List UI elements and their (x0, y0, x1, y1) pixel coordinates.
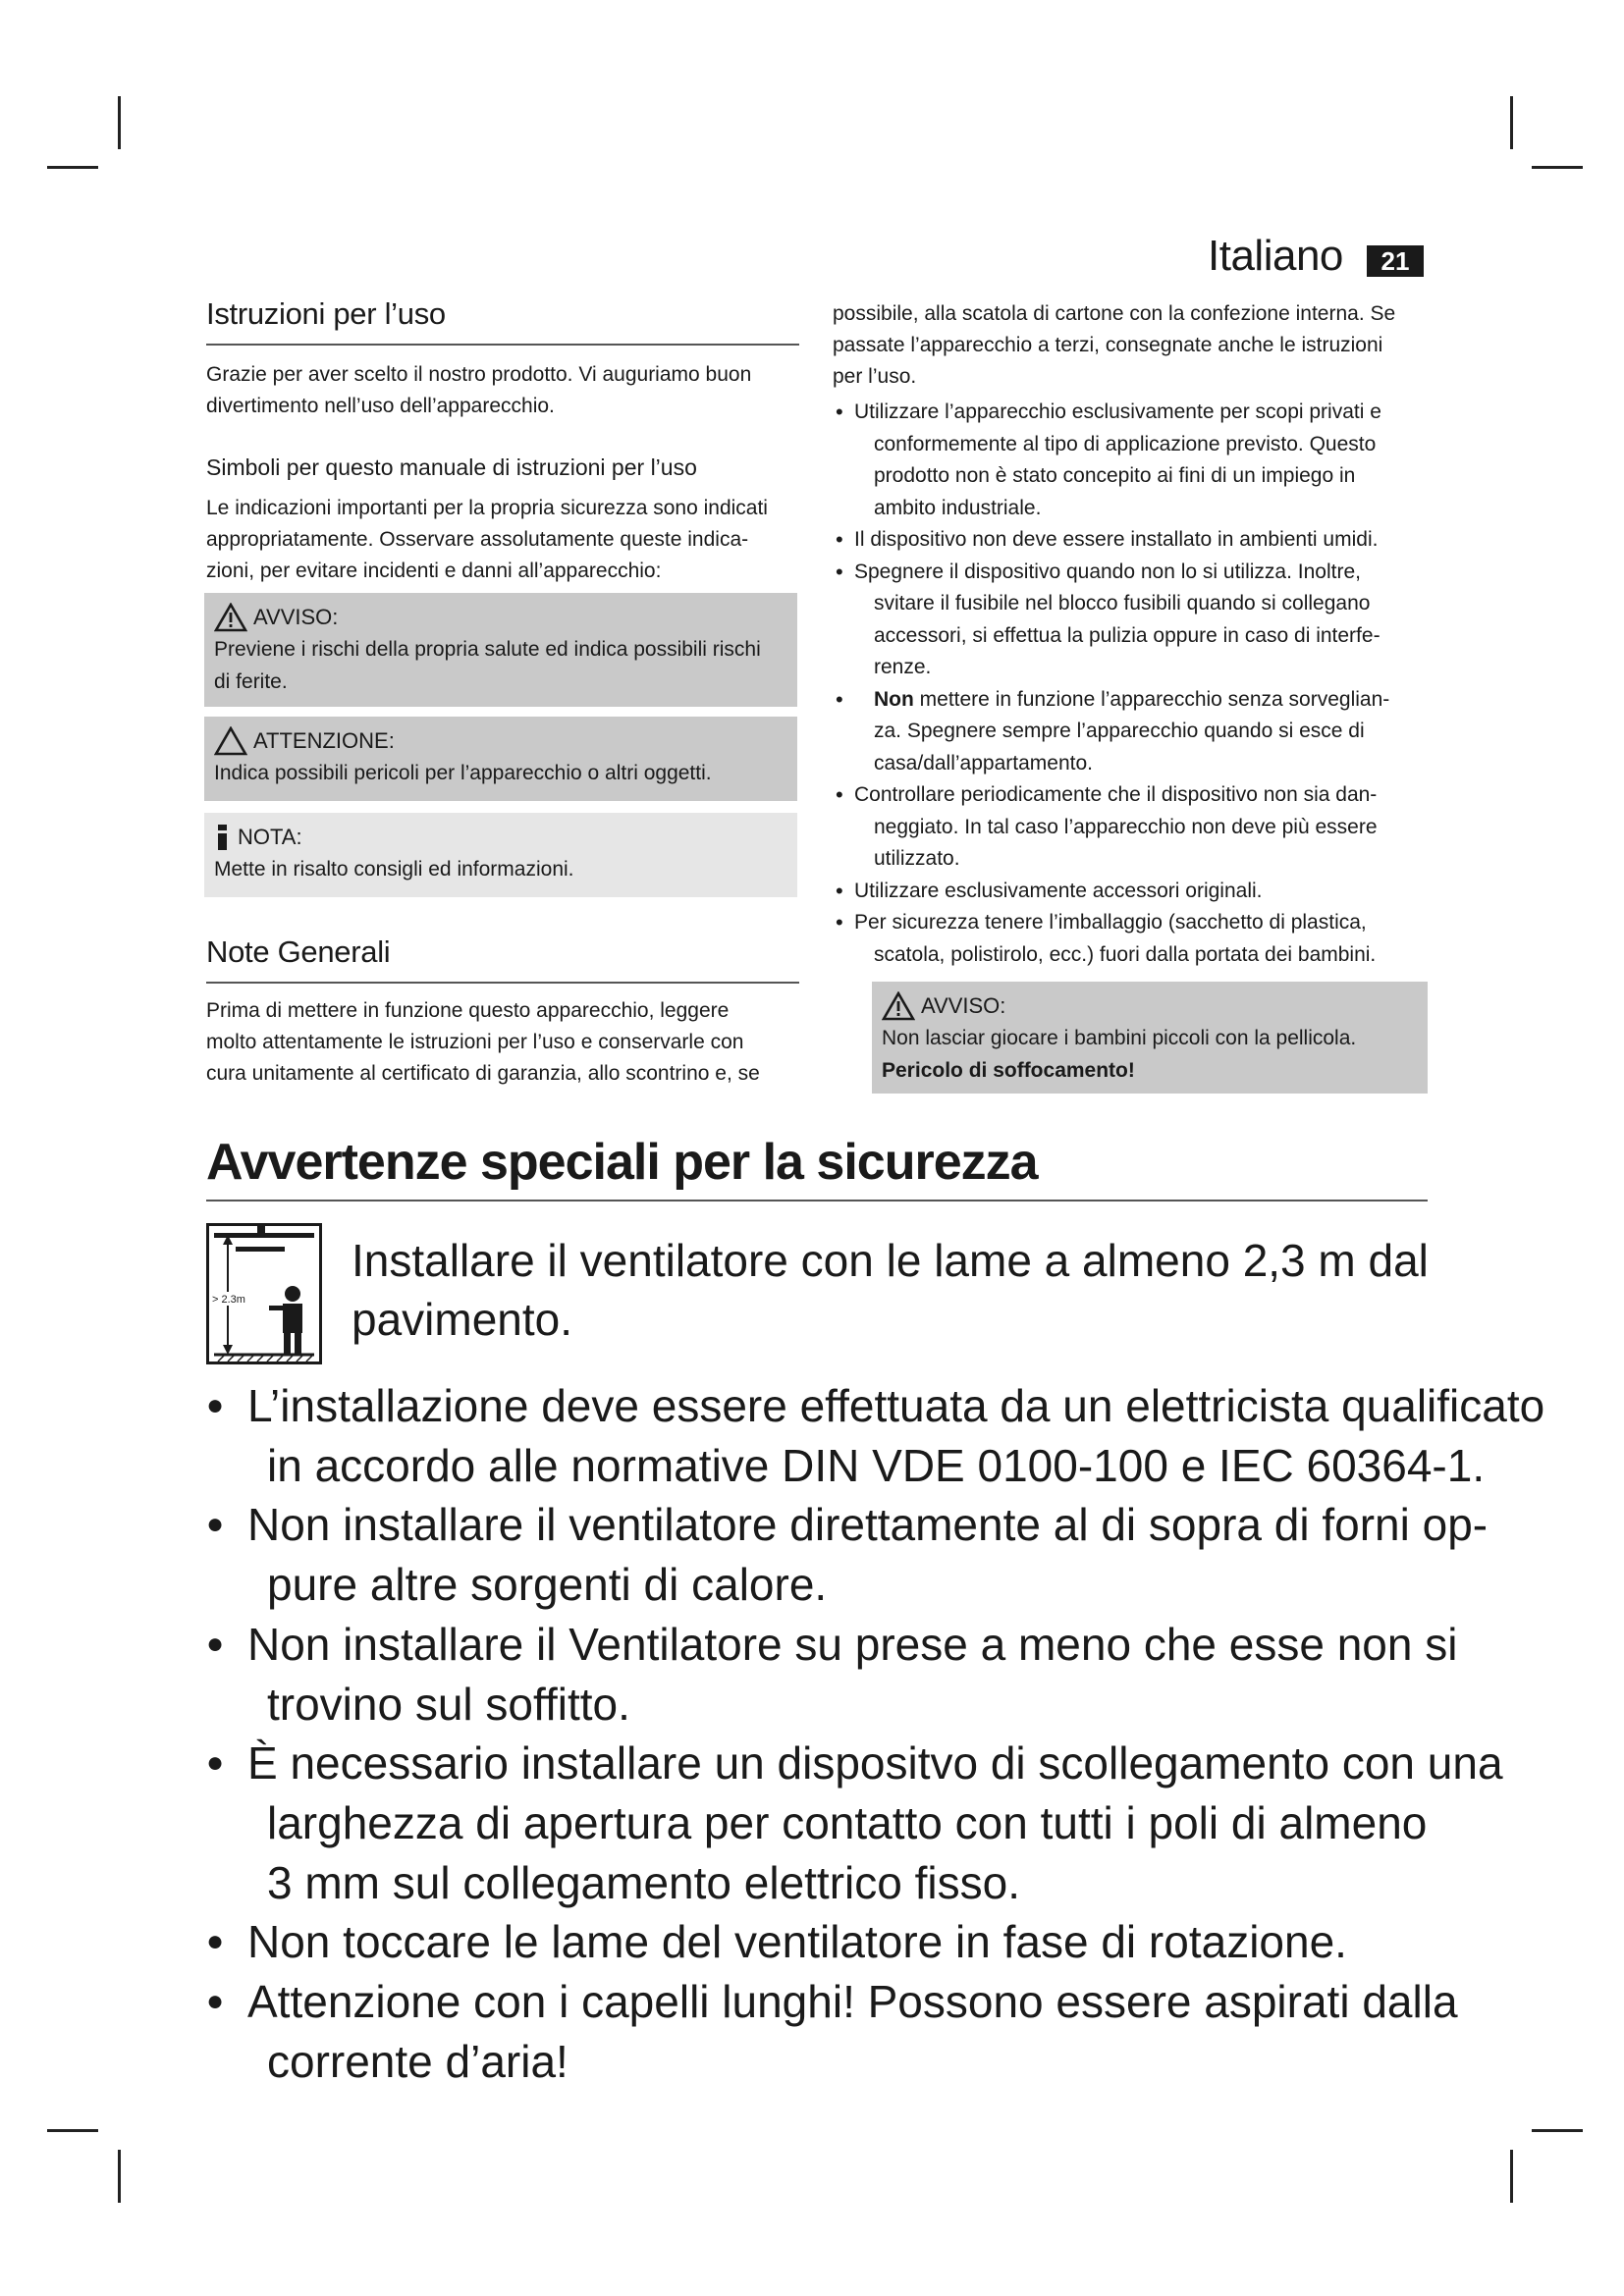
divider (206, 982, 799, 984)
note-text: Mette in risalto consigli ed informazioni. (214, 858, 574, 881)
warning-danger-text: Pericolo di soffocamento! (882, 1059, 1135, 1082)
intro-text: Grazie per aver scelto il nostro prodotto. Vi auguriamo buon divertimento nell’uso dell’apparecchio. (206, 363, 752, 417)
crop-mark (118, 2150, 121, 2203)
warning-text: di ferite. (214, 670, 288, 693)
warning-text: Previene i rischi della propria salute ed indica possibili rischi (214, 638, 761, 661)
safety-title: Avvertenze speciali per la sicurezza (206, 1134, 1038, 1191)
warning-box-children (872, 982, 1428, 1094)
symbols-title: Simboli per questo manuale di istruzioni per l’uso (206, 454, 697, 480)
instructions-title: Istruzioni per l’uso (206, 296, 446, 331)
warning-icon (882, 991, 915, 1021)
crop-mark (1510, 96, 1513, 149)
height-label: > 2.3m (212, 1294, 245, 1306)
list-item: • Il dispositivo non deve essere installato in ambienti umidi. (833, 524, 1432, 557)
list-item: ● Non toccare le lame del ventilatore in fase di rotazione. (206, 1912, 1443, 1972)
safety-rules-list (206, 1376, 1545, 2091)
list-item: • Spegnere il dispositivo quando non lo si utilizza. Inoltre, svitare il fusibile nel blocco fusibili quando si collegano accessori, si effettua la pulizia oppure in caso di interfe- renze. (833, 557, 1432, 684)
continued-text: possibile, alla scatola di cartone con la confezione interna. Se passate l’apparecchio a terzi, consegnate anche le istruzioni per l’uso. (833, 302, 1396, 388)
caution-box (204, 717, 797, 801)
warning-text: Non lasciar giocare i bambini piccoli con la pellicola. (882, 1027, 1357, 1049)
caution-label: ATTENZIONE: (253, 728, 395, 753)
list-item: • Per sicurezza tenere l’imballaggio (sacchetto di plastica, scatola, polistirolo, ecc.) fuori dalla portata dei bambini. (833, 907, 1432, 971)
language-title: Italiano (1208, 232, 1343, 280)
list-item: • Non mettere in funzione l’apparecchio senza sorveglian- za. Spegnere sempre l’apparecchio quando si esce di casa/dall’appartamento. (833, 684, 1432, 780)
list-item: ● Non installare il ventilatore direttamente al di sopra di forni op- pure altre sorgenti di calore. (206, 1495, 1443, 1614)
note-label: NOTA: (238, 825, 302, 849)
list-item: • Utilizzare l’apparecchio esclusivamente per scopi privati e conformemente al tipo di applicazione previsto. Questo prodotto non è stato concepito ai fini di un impiego in ambito industriale. (833, 397, 1432, 524)
list-item: ● L’installazione deve essere effettuata da un elettricista qualificato in accordo alle normative DIN VDE 0100-100 e IEC 60364-1. (206, 1376, 1443, 1495)
caution-icon (214, 726, 247, 756)
warning-label: AVVISO: (921, 993, 1006, 1018)
ceiling-height-icon (206, 1223, 322, 1364)
divider (206, 344, 799, 346)
list-item: • Utilizzare esclusivamente accessori originali. (833, 876, 1432, 908)
crop-mark (118, 96, 121, 149)
warning-label: AVVISO: (253, 605, 339, 629)
list-item: ● È necessario installare un dispositvo di scollegamento con una larghezza di apertura per contatto con tutti i poli di almeno 3 mm sul collegamento elettrico fisso. (206, 1734, 1443, 1912)
crop-mark (1532, 166, 1583, 169)
list-item: • Controllare periodicamente che il dispositivo non sia dan- neggiato. In tal caso l’apparecchio non deve più essere utilizzato. (833, 779, 1432, 876)
general-text: Prima di mettere in funzione questo apparecchio, leggere molto attentamente le istruzioni per l’uso e conservarle con cura unitamente al certificato di garanzia, allo scontrino e, se (206, 999, 760, 1085)
caution-text: Indica possibili pericoli per l’apparecchio o altri oggetti. (214, 762, 712, 784)
page-number: 21 (1367, 245, 1424, 277)
general-title: Note Generali (206, 934, 391, 969)
warning-icon (214, 603, 247, 632)
info-icon (214, 823, 232, 852)
warning-box (204, 593, 797, 707)
safety-list (833, 397, 1432, 971)
list-item: ● Non installare il Ventilatore su prese a meno che esse non si trovino sul soffitto. (206, 1615, 1443, 1734)
install-height-text: Installare il ventilatore con le lame a almeno 2,3 m dal pavimento. (352, 1235, 1429, 1345)
crop-mark (47, 166, 98, 169)
divider (206, 1200, 1428, 1201)
crop-mark (1532, 2129, 1583, 2132)
symbols-text: Le indicazioni importanti per la propria sicurezza sono indicati appropriatamente. Osservare assolutamente queste indica- zioni, per evitare incidenti e danni all’apparecchio: (206, 497, 768, 582)
crop-mark (1510, 2150, 1513, 2203)
note-box (204, 813, 797, 897)
list-item: ● Attenzione con i capelli lunghi! Possono essere aspirati dalla corrente d’aria! (206, 1972, 1443, 2091)
crop-mark (47, 2129, 98, 2132)
